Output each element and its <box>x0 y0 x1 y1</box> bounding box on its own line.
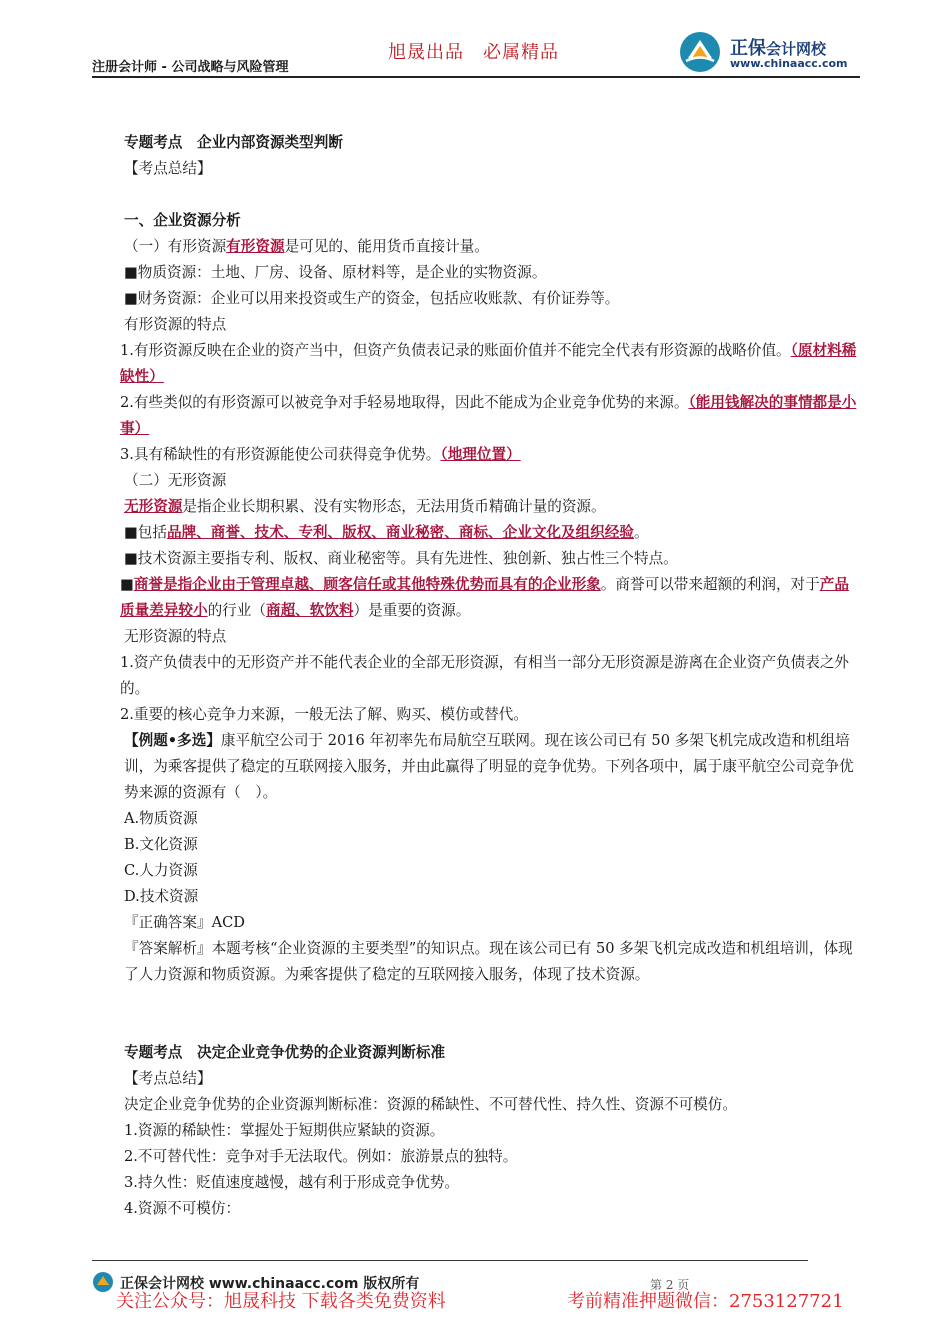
intangible-features-title: 无形资源的特点 <box>124 628 227 645</box>
criteria-intro: 决定企业竞争优势的企业资源判断标准：资源的稀缺性、不可替代性、持久性、资源不可模仿。 <box>124 1096 737 1113</box>
bullet-physical: ■物质资源：土地、厂房、设备、原材料等，是企业的实物资源。 <box>124 264 547 281</box>
option-a: A.物质资源 <box>124 810 198 827</box>
correct-answer: 『正确答案』ACD <box>124 914 245 931</box>
bullet-financial: ■财务资源：企业可以用来投资或生产的资金，包括应收账款、有价证券等。 <box>124 290 620 307</box>
intangible-title: （二）无形资源 <box>124 472 227 489</box>
tech-resource: ■技术资源主要指专利、版权、商业秘密等。具有先进性、独创新、独占性三个特点。 <box>124 550 678 567</box>
answer-analysis: 『答案解析』本题考核“企业资源的主要类型”的知识点。现在该公司已有 50 多架飞机完成改造和机组培训，体现了人力资源和物质资源。为乘客提供了稳定的互联网接入服务，体现了技术资源。 <box>124 940 853 983</box>
footer-logo-icon <box>92 1271 114 1293</box>
criteria-2: 2.不可替代性：竞争对手无法取代。例如：旅游景点的独特。 <box>124 1148 518 1165</box>
logo-emblem-icon <box>678 30 722 74</box>
section-title-2: 专题考点 决定企业竞争优势的企业资源判断标准 <box>124 1044 446 1061</box>
logo-url: www.chinaacc.com <box>730 57 848 70</box>
option-d: D.技术资源 <box>124 888 199 905</box>
footer-copyright: 正保会计网校 www.chinaacc.com 版权所有 <box>120 1276 420 1292</box>
example-question: 【例题•多选】康平航空公司于 2016 年初率先布局航空互联网。现在该公司已有 50 多架飞机完成改造和机组培训，为乘客提供了稳定的互联网接入服务，并由此赢得了明显的竞争优势。下列各项中，属于康平航空公司竞争优势来源的资源有（ ）。 <box>124 732 854 801</box>
intangible-feature-1: 1.资产负债表中的无形资产并不能代表企业的全部无形资源，有相当一部分无形资源是游离在企业资产负债表之外的。 <box>120 654 850 697</box>
watermark-wechat-account: 关注公众号：旭晟科技 下载各类免费资料 <box>116 1291 446 1312</box>
document-body <box>92 130 860 1222</box>
section-title: 专题考点 企业内部资源类型判断 <box>124 134 343 151</box>
tangible-feature-2: 2.有些类似的有形资源可以被竞争对手轻易地取得，因此不能成为企业竞争优势的来源。（能用钱解决的事情都是小事） <box>120 394 857 437</box>
watermark-wechat-contact: 考前精准押题微信：2753127721 <box>567 1291 844 1312</box>
chinaacc-logo <box>678 30 868 74</box>
tangible-feature-1: 1.有形资源反映在企业的资产当中，但资产负债表记录的账面价值并不能完全代表有形资源的战略价值。（原材料稀缺性） <box>120 342 857 385</box>
intangible-includes: ■包括品牌、商誉、技术、专利、版权、商业秘密、商标、企业文化及组织经验。 <box>124 524 649 541</box>
header-slogan: 旭晟出品 必属精品 <box>388 42 559 63</box>
criteria-3: 3.持久性：贬值速度越慢，越有利于形成竞争优势。 <box>124 1174 459 1191</box>
option-b: B.文化资源 <box>124 836 198 853</box>
intangible-definition: 无形资源是指企业长期积累、没有实物形态，无法用货币精确计量的资源。 <box>124 498 606 515</box>
criteria-1: 1.资源的稀缺性：掌握处于短期供应紧缺的资源。 <box>124 1122 445 1139</box>
goodwill: ■商誉是指企业由于管理卓越、顾客信任或其他特殊优势而具有的企业形象。商誉可以带来超额的利润，对于产品质量差异较小的行业（商超、软饮料）是重要的资源。 <box>120 576 849 619</box>
header-course-title: 注册会计师 - 公司战略与风险管理 <box>92 60 289 75</box>
summary-label-2: 【考点总结】 <box>124 1070 212 1087</box>
logo-name: 正保会计网校 <box>730 38 827 59</box>
tangible-feature-3: 3.具有稀缺性的有形资源能使公司获得竞争优势。（地理位置） <box>120 446 521 463</box>
intangible-feature-2: 2.重要的核心竞争力来源，一般无法了解、购买、模仿或替代。 <box>120 706 528 723</box>
page-number: 第 2 页 <box>650 1278 690 1292</box>
tangible-definition: （一）有形资源有形资源是可见的、能用货币直接计量。 <box>124 238 489 255</box>
heading-resource-analysis: 一、企业资源分析 <box>124 212 241 229</box>
footer-divider <box>92 1260 808 1261</box>
tangible-features-title: 有形资源的特点 <box>124 316 227 333</box>
option-c: C.人力资源 <box>124 862 198 879</box>
header-divider <box>92 76 860 78</box>
criteria-4: 4.资源不可模仿： <box>124 1200 241 1217</box>
summary-label: 【考点总结】 <box>124 160 212 177</box>
